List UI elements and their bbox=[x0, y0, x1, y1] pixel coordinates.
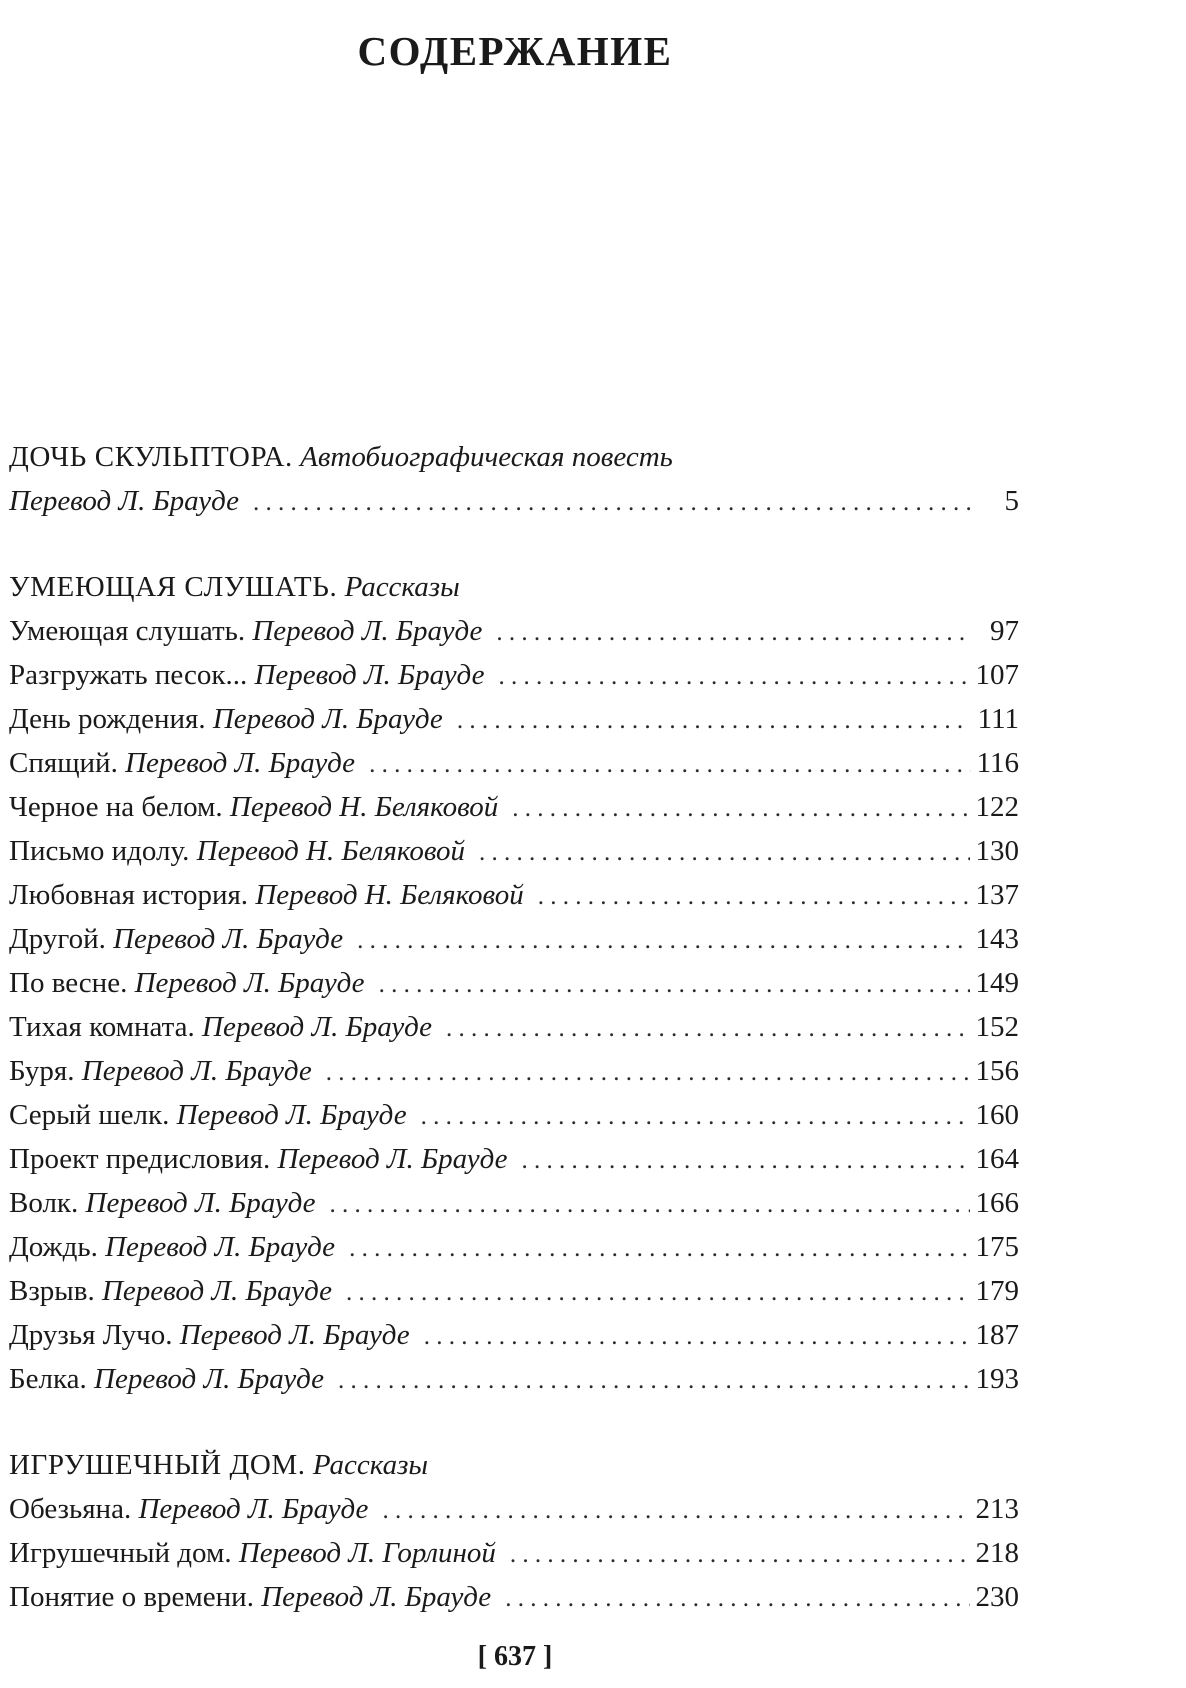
entry-translator: Перевод Л. Брауде bbox=[105, 1231, 336, 1263]
toc-entry[interactable] bbox=[9, 479, 1019, 523]
entry-page-number: 122 bbox=[975, 791, 1019, 823]
entry-title: Дождь. bbox=[9, 1231, 98, 1263]
entry-translator: Перевод Л. Брауде bbox=[81, 1055, 312, 1087]
entry-space bbox=[169, 1093, 176, 1137]
entry-page-number: 152 bbox=[975, 1011, 1019, 1043]
entry-translator: Перевод Л. Брауде bbox=[101, 1275, 332, 1307]
entry-translator: Перевод Л. Брауде bbox=[125, 747, 356, 779]
entry-title: Черное на белом. bbox=[9, 791, 223, 823]
entry-page-number: 160 bbox=[975, 1099, 1019, 1131]
toc-entry[interactable] bbox=[9, 873, 1019, 917]
toc-section bbox=[9, 435, 1019, 523]
page-number-footer: [ 637 ] bbox=[477, 1641, 553, 1672]
entry-translator: Перевод Л. Брауде bbox=[254, 659, 485, 691]
entry-translator: Перевод Л. Горлиной bbox=[238, 1537, 496, 1569]
entry-title: Любовная история. bbox=[9, 879, 249, 911]
entry-space bbox=[189, 829, 196, 873]
section-genre: Рассказы bbox=[344, 571, 460, 603]
entry-title: Проект предисловия. bbox=[9, 1143, 271, 1175]
section-heading bbox=[9, 1443, 1019, 1487]
entry-translator: Перевод Л. Брауде bbox=[134, 967, 365, 999]
page-title: СОДЕРЖАНИЕ bbox=[357, 28, 673, 75]
dot-leader bbox=[357, 919, 969, 963]
entry-page-number: 187 bbox=[975, 1319, 1019, 1351]
entry-page-number: 97 bbox=[990, 615, 1019, 647]
entry-title: Разгружать песок... bbox=[9, 659, 248, 691]
section-heading bbox=[9, 565, 1019, 609]
entry-space bbox=[75, 1049, 82, 1093]
entry-space bbox=[232, 1531, 239, 1575]
entry-page-number: 156 bbox=[975, 1055, 1019, 1087]
entry-translator: Перевод Л. Брауде bbox=[94, 1363, 325, 1395]
entry-title: Понятие о времени. bbox=[9, 1581, 254, 1613]
entry-translator: Перевод Н. Беляковой bbox=[196, 835, 466, 867]
dot-leader bbox=[521, 1139, 969, 1183]
entry-translator: Перевод Л. Брауде bbox=[85, 1187, 316, 1219]
section-spacer bbox=[9, 523, 1019, 565]
entry-page-number: 130 bbox=[975, 835, 1019, 867]
section-title: УМЕЮЩАЯ СЛУШАТЬ. bbox=[9, 571, 338, 603]
dot-leader bbox=[538, 875, 970, 919]
entry-translator: Перевод Л. Брауде bbox=[252, 615, 483, 647]
toc-entry[interactable] bbox=[9, 1093, 1019, 1137]
entry-translator: Перевод Л. Брауде bbox=[261, 1581, 492, 1613]
entry-page-number: 107 bbox=[975, 659, 1019, 691]
entry-title: День рождения. bbox=[9, 703, 206, 735]
toc-entry[interactable] bbox=[9, 1137, 1019, 1181]
entry-page-number: 193 bbox=[975, 1363, 1019, 1395]
toc-entry[interactable] bbox=[9, 1181, 1019, 1225]
entry-space bbox=[98, 1225, 105, 1269]
toc-entry[interactable] bbox=[9, 961, 1019, 1005]
dot-leader bbox=[457, 699, 971, 743]
entry-page-number: 111 bbox=[977, 703, 1019, 735]
entry-translator: Перевод Л. Брауде bbox=[202, 1011, 433, 1043]
dot-leader bbox=[346, 1271, 970, 1315]
entry-title: Обезьяна. bbox=[9, 1493, 132, 1525]
entry-title: Друзья Лучо. bbox=[9, 1319, 173, 1351]
dot-leader bbox=[479, 831, 969, 875]
dot-leader bbox=[369, 743, 971, 787]
dot-leader bbox=[510, 1533, 970, 1577]
entry-translator: Перевод Л. Брауде bbox=[9, 485, 239, 517]
toc-entry[interactable] bbox=[9, 1313, 1019, 1357]
entry-translator: Перевод Л. Брауде bbox=[179, 1319, 410, 1351]
entry-title: Другой. bbox=[9, 923, 106, 955]
entry-translator: Перевод Л. Брауде bbox=[212, 703, 443, 735]
toc-entry[interactable] bbox=[9, 609, 1019, 653]
dot-leader bbox=[446, 1007, 969, 1051]
toc-entry[interactable] bbox=[9, 697, 1019, 741]
entry-translator: Перевод Н. Беляковой bbox=[229, 791, 499, 823]
entry-space bbox=[87, 1357, 94, 1401]
entry-page-number: 143 bbox=[975, 923, 1019, 955]
entry-translator: Перевод Л. Брауде bbox=[277, 1143, 508, 1175]
entry-space bbox=[223, 785, 230, 829]
toc-entry[interactable] bbox=[9, 1049, 1019, 1093]
dot-leader bbox=[382, 1489, 969, 1533]
dot-leader bbox=[424, 1315, 970, 1359]
entry-title: Игрушечный дом. bbox=[9, 1537, 232, 1569]
dot-leader bbox=[505, 1577, 969, 1621]
entry-title: Письмо идолу. bbox=[9, 835, 190, 867]
entry-title: Волк. bbox=[9, 1187, 79, 1219]
entry-title: Умеющая слушать. bbox=[9, 615, 246, 647]
entry-title: Тихая комната. bbox=[9, 1011, 195, 1043]
entry-title: По весне. bbox=[9, 967, 128, 999]
entry-page-number: 230 bbox=[975, 1581, 1019, 1613]
entry-space bbox=[172, 1313, 179, 1357]
entry-space bbox=[106, 917, 113, 961]
entry-page-number: 149 bbox=[975, 967, 1019, 999]
entry-page-number: 175 bbox=[975, 1231, 1019, 1263]
entry-page-number: 179 bbox=[975, 1275, 1019, 1307]
toc-entry[interactable] bbox=[9, 1269, 1019, 1313]
entry-title: Буря. bbox=[9, 1055, 75, 1087]
dot-leader bbox=[498, 655, 969, 699]
entry-space bbox=[95, 1269, 102, 1313]
dot-leader bbox=[421, 1095, 970, 1139]
entry-title: Белка. bbox=[9, 1363, 87, 1395]
toc-entry[interactable] bbox=[9, 917, 1019, 961]
entry-translator: Перевод Л. Брауде bbox=[176, 1099, 407, 1131]
toc-entry[interactable] bbox=[9, 1531, 1019, 1575]
dot-leader bbox=[496, 611, 971, 655]
toc-section bbox=[9, 565, 1019, 1401]
entry-space bbox=[78, 1181, 85, 1225]
entry-space bbox=[118, 741, 125, 785]
toc-entry[interactable] bbox=[9, 1357, 1019, 1401]
toc-entry[interactable] bbox=[9, 1225, 1019, 1269]
dot-leader bbox=[326, 1051, 970, 1095]
toc-entry[interactable] bbox=[9, 1005, 1019, 1049]
table-of-contents bbox=[9, 435, 1019, 1619]
toc-entry[interactable] bbox=[9, 785, 1019, 829]
toc-entry[interactable] bbox=[9, 741, 1019, 785]
section-heading bbox=[9, 435, 1019, 479]
entry-title: Серый шелк. bbox=[9, 1099, 170, 1131]
entry-space bbox=[206, 697, 213, 741]
dot-leader bbox=[253, 481, 971, 525]
entry-translator: Перевод Л. Брауде bbox=[113, 923, 344, 955]
section-genre: Рассказы bbox=[312, 1449, 429, 1481]
entry-page-number: 116 bbox=[976, 747, 1019, 779]
entry-page-number: 5 bbox=[1004, 485, 1019, 517]
toc-entry[interactable] bbox=[9, 653, 1019, 697]
dot-leader bbox=[349, 1227, 969, 1271]
dot-leader bbox=[512, 787, 969, 831]
section-title: ИГРУШЕЧНЫЙ ДОМ. bbox=[9, 1449, 306, 1481]
entry-translator: Перевод Н. Беляковой bbox=[255, 879, 524, 911]
entry-page-number: 218 bbox=[975, 1537, 1019, 1569]
entry-space bbox=[195, 1005, 202, 1049]
entry-page-number: 166 bbox=[975, 1187, 1019, 1219]
dot-leader bbox=[330, 1183, 970, 1227]
section-spacer bbox=[9, 1401, 1019, 1443]
dot-leader bbox=[379, 963, 970, 1007]
toc-entry[interactable] bbox=[9, 829, 1019, 873]
toc-section bbox=[9, 1443, 1019, 1619]
section-title: ДОЧЬ СКУЛЬПТОРА. bbox=[9, 441, 293, 473]
entry-translator: Перевод Л. Брауде bbox=[138, 1493, 369, 1525]
entry-title: Взрыв. bbox=[9, 1275, 95, 1307]
toc-entry[interactable] bbox=[9, 1487, 1019, 1531]
entry-page-number: 164 bbox=[975, 1143, 1019, 1175]
entry-space bbox=[127, 961, 134, 1005]
entry-title: Спящий. bbox=[9, 747, 118, 779]
dot-leader bbox=[338, 1359, 969, 1403]
entry-page-number: 213 bbox=[975, 1493, 1019, 1525]
entry-page-number: 137 bbox=[975, 879, 1019, 911]
toc-entry[interactable] bbox=[9, 1575, 1019, 1619]
section-genre: Автобиографическая повесть bbox=[300, 441, 673, 473]
